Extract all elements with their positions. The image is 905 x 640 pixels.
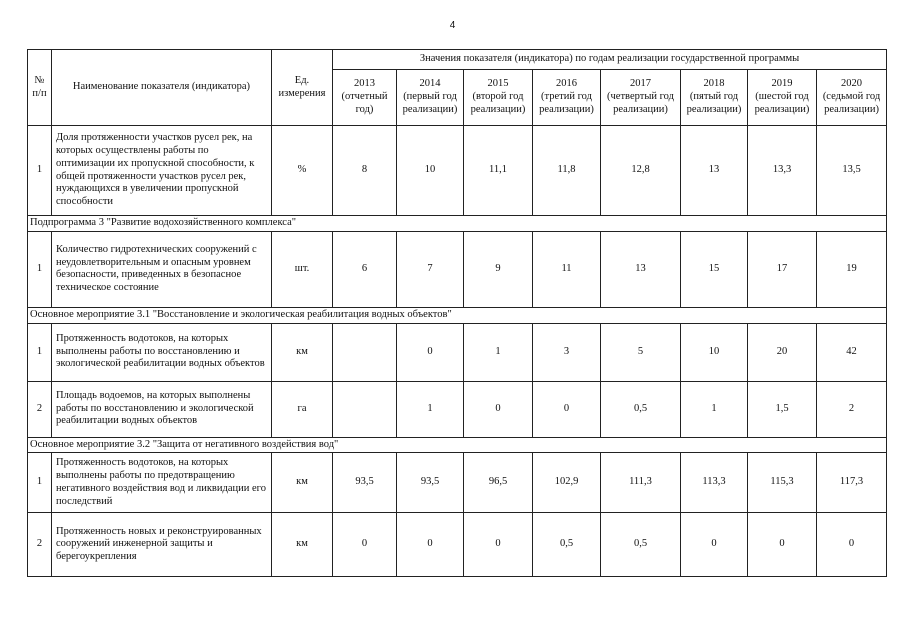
value-cell: 1,5	[748, 381, 817, 437]
value-cell: 10	[681, 323, 748, 381]
row-number: 1	[28, 323, 52, 381]
value-cell: 117,3	[817, 453, 887, 513]
value-cell: 93,5	[397, 453, 464, 513]
value-cell: 13	[601, 231, 681, 307]
value-cell	[333, 323, 397, 381]
header-year: 2015 (второй год реализации)	[464, 70, 533, 126]
value-cell: 0	[817, 513, 887, 577]
value-cell: 13	[681, 126, 748, 216]
indicators-table	[27, 49, 887, 577]
value-cell: 0	[464, 513, 533, 577]
section-title: Основное мероприятие 3.1 "Восстановление и экологическая реабилитация водных объектов"	[28, 307, 887, 323]
value-cell: 15	[681, 231, 748, 307]
value-cell: 17	[748, 231, 817, 307]
indicator-name: Протяженность новых и реконструированных сооружений инженерной защиты и берегоукрепления	[52, 513, 272, 577]
value-cell: 11	[533, 231, 601, 307]
header-year: 2018 (пятый год реализации)	[681, 70, 748, 126]
section-row	[28, 437, 887, 453]
header-year: 2017 (четвертый год реализации)	[601, 70, 681, 126]
value-cell: 13,3	[748, 126, 817, 216]
row-number: 2	[28, 381, 52, 437]
section-title: Основное мероприятие 3.2 "Защита от негативного воздействия вод"	[28, 437, 887, 453]
indicator-name: Количество гидротехнических сооружений с неудовлетворительным и опасным уровнем безопасности, приведенных в безопасное техническое состояние	[52, 231, 272, 307]
header-year: 2016 (третий год реализации)	[533, 70, 601, 126]
value-cell: 1	[464, 323, 533, 381]
page-number: 4	[449, 20, 456, 31]
value-cell: 0	[464, 381, 533, 437]
value-cell: 7	[397, 231, 464, 307]
value-cell: 6	[333, 231, 397, 307]
section-title: Подпрограмма 3 "Развитие водохозяйственного комплекса"	[28, 216, 887, 232]
unit-cell: %	[272, 126, 333, 216]
value-cell: 111,3	[601, 453, 681, 513]
value-cell: 8	[333, 126, 397, 216]
value-cell: 1	[681, 381, 748, 437]
indicator-name: Площадь водоемов, на которых выполнены работы по восстановлению и экологической реабилитации водных объектов	[52, 381, 272, 437]
header-year: 2020 (седьмой год реализации)	[817, 70, 887, 126]
unit-cell: км	[272, 323, 333, 381]
value-cell: 0	[397, 513, 464, 577]
header-indicator-name: Наименование показателя (индикатора)	[52, 50, 272, 126]
value-cell: 0	[748, 513, 817, 577]
table-row	[28, 381, 887, 437]
value-cell: 93,5	[333, 453, 397, 513]
unit-cell: км	[272, 513, 333, 577]
value-cell: 19	[817, 231, 887, 307]
row-number: 1	[28, 231, 52, 307]
value-cell: 0	[681, 513, 748, 577]
section-row	[28, 216, 887, 232]
table-row	[28, 126, 887, 216]
value-cell: 102,9	[533, 453, 601, 513]
value-cell: 0,5	[601, 381, 681, 437]
row-number: 1	[28, 126, 52, 216]
value-cell: 2	[817, 381, 887, 437]
value-cell: 3	[533, 323, 601, 381]
header-values-by-year: Значения показателя (индикатора) по годам реализации государственной программы	[333, 50, 887, 70]
header-year: 2014 (первый год реализации)	[397, 70, 464, 126]
header-unit: Ед. измерения	[272, 50, 333, 126]
value-cell: 96,5	[464, 453, 533, 513]
unit-cell: га	[272, 381, 333, 437]
table-row	[28, 231, 887, 307]
row-number: 1	[28, 453, 52, 513]
value-cell: 20	[748, 323, 817, 381]
indicator-name: Доля протяженности участков русел рек, на которых осуществлены работы по оптимизации их пропускной способности, к общей протяженности участков русел рек, нуждающихся в увеличении пропускной способности	[52, 126, 272, 216]
indicator-name: Протяженность водотоков, на которых выполнены работы по восстановлению и экологической реабилитации водных объектов	[52, 323, 272, 381]
unit-cell: шт.	[272, 231, 333, 307]
value-cell: 115,3	[748, 453, 817, 513]
value-cell: 11,1	[464, 126, 533, 216]
value-cell: 1	[397, 381, 464, 437]
unit-cell: км	[272, 453, 333, 513]
value-cell: 0	[333, 513, 397, 577]
value-cell: 0	[533, 381, 601, 437]
value-cell: 10	[397, 126, 464, 216]
value-cell: 0,5	[601, 513, 681, 577]
table-row	[28, 323, 887, 381]
value-cell: 11,8	[533, 126, 601, 216]
table-row	[28, 513, 887, 577]
value-cell: 13,5	[817, 126, 887, 216]
value-cell: 5	[601, 323, 681, 381]
value-cell: 42	[817, 323, 887, 381]
section-row	[28, 307, 887, 323]
header-number: № п/п	[28, 50, 52, 126]
value-cell	[333, 381, 397, 437]
row-number: 2	[28, 513, 52, 577]
value-cell: 0,5	[533, 513, 601, 577]
value-cell: 12,8	[601, 126, 681, 216]
table-row	[28, 453, 887, 513]
value-cell: 0	[397, 323, 464, 381]
header-year: 2019 (шестой год реализации)	[748, 70, 817, 126]
header-row	[28, 50, 887, 70]
indicator-name: Протяженность водотоков, на которых выполнены работы по предотвращению негативного воздействия вод и ликвидации его последствий	[52, 453, 272, 513]
value-cell: 113,3	[681, 453, 748, 513]
header-year: 2013 (отчетный год)	[333, 70, 397, 126]
value-cell: 9	[464, 231, 533, 307]
